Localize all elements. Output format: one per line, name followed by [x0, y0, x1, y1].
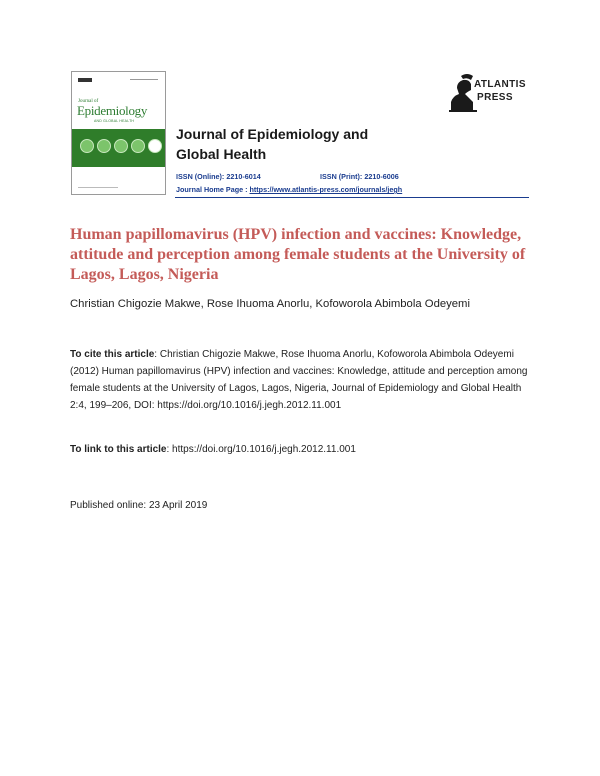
issn-print-value: 2210-6006: [364, 172, 399, 181]
cover-circle-icon: [80, 139, 94, 153]
journal-title-line2: Global Health: [176, 146, 267, 162]
cover-header-line: [130, 79, 158, 80]
homepage-link[interactable]: https://www.atlantis-press.com/journals/jegh: [249, 185, 403, 194]
article-link-block: [70, 444, 356, 455]
citation-label: To cite this article: [70, 349, 155, 360]
cover-circle-icon: [114, 139, 128, 153]
cover-publisher-mark: [78, 78, 92, 82]
issn-online-label: ISSN (Online):: [176, 172, 225, 181]
issn-online-value: 2210-6014: [226, 172, 261, 181]
article-title: Human papillomavirus (HPV) infection and vaccines: Knowledge, attitude and perception among female students at the University of Lagos, Lagos, Nigeria: [70, 226, 526, 283]
cover-circle-icon: [148, 139, 162, 153]
issn-online: [176, 172, 261, 181]
cover-journal-small: Journal of: [78, 99, 99, 104]
publisher-name-line2: PRESS: [477, 92, 513, 103]
publisher-name: [474, 78, 526, 104]
article-authors: Christian Chigozie Makwe, Rose Ihuoma Anorlu, Kofoworola Abimbola Odeyemi: [70, 298, 470, 310]
issn-print-label: ISSN (Print):: [320, 172, 363, 181]
journal-title-line1: Journal of Epidemiology and: [176, 126, 369, 142]
citation-block: [70, 346, 540, 414]
header-divider: [175, 197, 529, 198]
cover-journal-sub: AND GLOBAL HEALTH: [94, 119, 135, 123]
cover-circle-icon: [97, 139, 111, 153]
journal-cover-image: [71, 71, 166, 195]
cover-journal-name: Epidemiology: [77, 103, 148, 118]
cover-circle-icon: [131, 139, 145, 153]
cover-footer-line: [78, 187, 118, 188]
published-date: Published online: 23 April 2019: [70, 500, 208, 511]
article-link-url[interactable]: : https://doi.org/10.1016/j.jegh.2012.11.001: [166, 444, 356, 455]
issn-print: [320, 172, 399, 181]
journal-title: [176, 124, 426, 164]
citation-text: : Christian Chigozie Makwe, Rose Ihuoma Anorlu, Kofoworola Abimbola Odeyemi (2012) Human papillomavirus (HPV) infection and vaccines: Knowledge, attitude and perception among female students at the University of Lagos, Lagos, Nigeria, Journal of Epidemiology and Global Health 2:4, 199–206, DOI: https://doi.org/10.1016/j.jegh.2012.11.001: [70, 349, 528, 411]
homepage-label: Journal Home Page :: [176, 185, 248, 194]
article-link-label: To link to this article: [70, 444, 167, 455]
journal-homepage: [176, 185, 402, 194]
publisher-name-line1: ATLANTIS: [474, 79, 526, 90]
